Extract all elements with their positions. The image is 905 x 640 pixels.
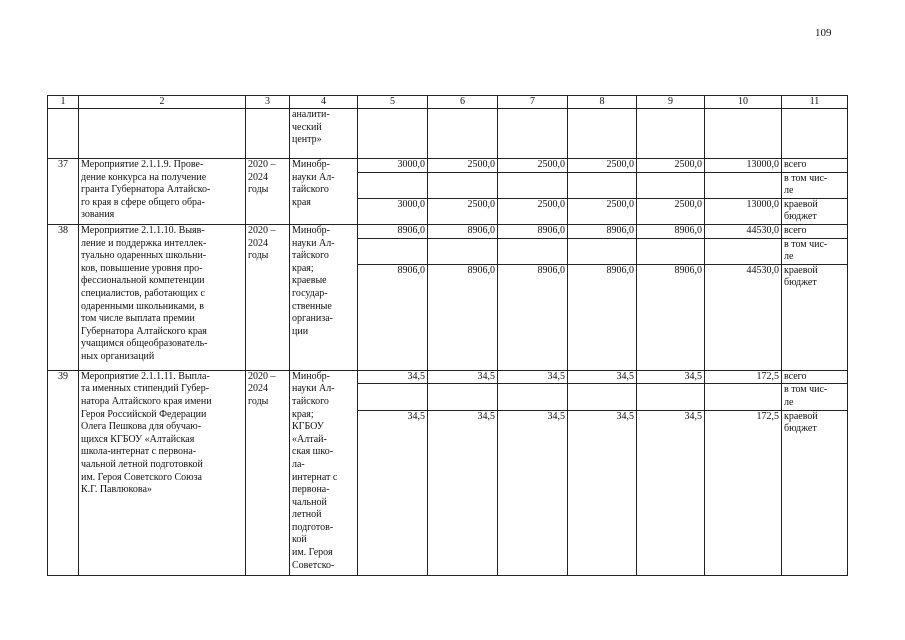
value-cell: 34,5 <box>428 370 498 384</box>
value-cell: 2500,0 <box>568 198 637 224</box>
value-cell: 8906,0 <box>428 264 498 370</box>
page-number: 109 <box>815 27 832 39</box>
col-header: 7 <box>498 96 568 109</box>
value-cell: 13000,0 <box>705 198 782 224</box>
value-cell: 172,5 <box>705 370 782 384</box>
row-number: 37 <box>48 159 79 225</box>
row-executor: Минобр- науки Ал- тайского края; краевые государ- ственные организа- ции <box>290 224 358 370</box>
value-cell: 8906,0 <box>498 264 568 370</box>
row-description: Мероприятие 2.1.1.11. Выпла- та именных стипендий Губер- натора Алтайского края имени Героя Российской Федерации Олега Пешкова для обучаю- щихся КГБОУ «Алтайская школа-интернат с первона- чальной летной подготовкой им. Героя Советского Союза К.Г. Павлюкова» <box>79 370 246 575</box>
value-cell: 2500,0 <box>428 159 498 173</box>
col-header: 6 <box>428 96 498 109</box>
value-cell: 34,5 <box>637 410 705 575</box>
program-table <box>47 95 848 576</box>
value-cell: 8906,0 <box>428 224 498 238</box>
value-cell: 44530,0 <box>705 264 782 370</box>
value-cell: 44530,0 <box>705 224 782 238</box>
source-cell: в том чис- ле <box>782 172 848 198</box>
col-header: 5 <box>358 96 428 109</box>
value-cell: 8906,0 <box>358 264 428 370</box>
row-executor: Минобр- науки Ал- тайского края <box>290 159 358 225</box>
value-cell: 3000,0 <box>358 198 428 224</box>
value-cell: 2500,0 <box>637 159 705 173</box>
row-description: Мероприятие 2.1.1.9. Прове- дение конкурса на получение гранта Губернатора Алтайско- го края в сфере общего обра- зования <box>79 159 246 225</box>
value-cell: 34,5 <box>498 370 568 384</box>
source-cell: всего <box>782 159 848 173</box>
value-cell: 34,5 <box>358 370 428 384</box>
value-cell: 2500,0 <box>498 198 568 224</box>
value-cell: 3000,0 <box>358 159 428 173</box>
value-cell: 34,5 <box>358 410 428 575</box>
source-cell: всего <box>782 224 848 238</box>
col-header: 4 <box>290 96 358 109</box>
value-cell: 34,5 <box>428 410 498 575</box>
col-header: 9 <box>637 96 705 109</box>
row-executor: Минобр- науки Ал- тайского края; КГБОУ «Алтай- ская шко- ла- интернат с первона- чальной летной подготов- кой им. Героя Советско- <box>290 370 358 575</box>
row-period: 2020 – 2024 годы <box>246 370 290 575</box>
continuation-executor: аналити- ческий центр» <box>290 109 358 159</box>
source-cell: краевой бюджет <box>782 198 848 224</box>
table-row <box>48 224 848 238</box>
value-cell: 2500,0 <box>568 159 637 173</box>
row-period: 2020 – 2024 годы <box>246 224 290 370</box>
col-header: 3 <box>246 96 290 109</box>
value-cell: 8906,0 <box>637 264 705 370</box>
value-cell: 2500,0 <box>498 159 568 173</box>
value-cell: 8906,0 <box>568 224 637 238</box>
value-cell: 2500,0 <box>637 198 705 224</box>
value-cell: 34,5 <box>568 370 637 384</box>
value-cell: 2500,0 <box>428 198 498 224</box>
source-cell: в том чис- ле <box>782 384 848 410</box>
source-cell: всего <box>782 370 848 384</box>
col-header: 1 <box>48 96 79 109</box>
value-cell: 8906,0 <box>358 224 428 238</box>
source-cell: в том чис- ле <box>782 238 848 264</box>
continuation-row <box>48 109 848 159</box>
value-cell: 8906,0 <box>498 224 568 238</box>
row-number: 38 <box>48 224 79 370</box>
source-cell: краевой бюджет <box>782 410 848 575</box>
row-number: 39 <box>48 370 79 575</box>
value-cell: 34,5 <box>498 410 568 575</box>
header-row <box>48 96 848 109</box>
table-row <box>48 370 848 384</box>
row-period: 2020 – 2024 годы <box>246 159 290 225</box>
value-cell: 34,5 <box>637 370 705 384</box>
value-cell: 34,5 <box>568 410 637 575</box>
col-header: 8 <box>568 96 637 109</box>
row-description: Мероприятие 2.1.1.10. Выяв- ление и поддержка интеллек- туально одаренных школьни- ков, повышение уровня про- фессиональной компетенции специалистов, работающих с одаренными школьниками, в том числе выплата премии Губернатора Алтайского края учащимся общеобразователь- ных организаций <box>79 224 246 370</box>
table-row <box>48 159 848 173</box>
value-cell: 8906,0 <box>568 264 637 370</box>
value-cell: 172,5 <box>705 410 782 575</box>
col-header: 2 <box>79 96 246 109</box>
source-cell: краевой бюджет <box>782 264 848 370</box>
col-header: 10 <box>705 96 782 109</box>
value-cell: 13000,0 <box>705 159 782 173</box>
col-header: 11 <box>782 96 848 109</box>
value-cell: 8906,0 <box>637 224 705 238</box>
